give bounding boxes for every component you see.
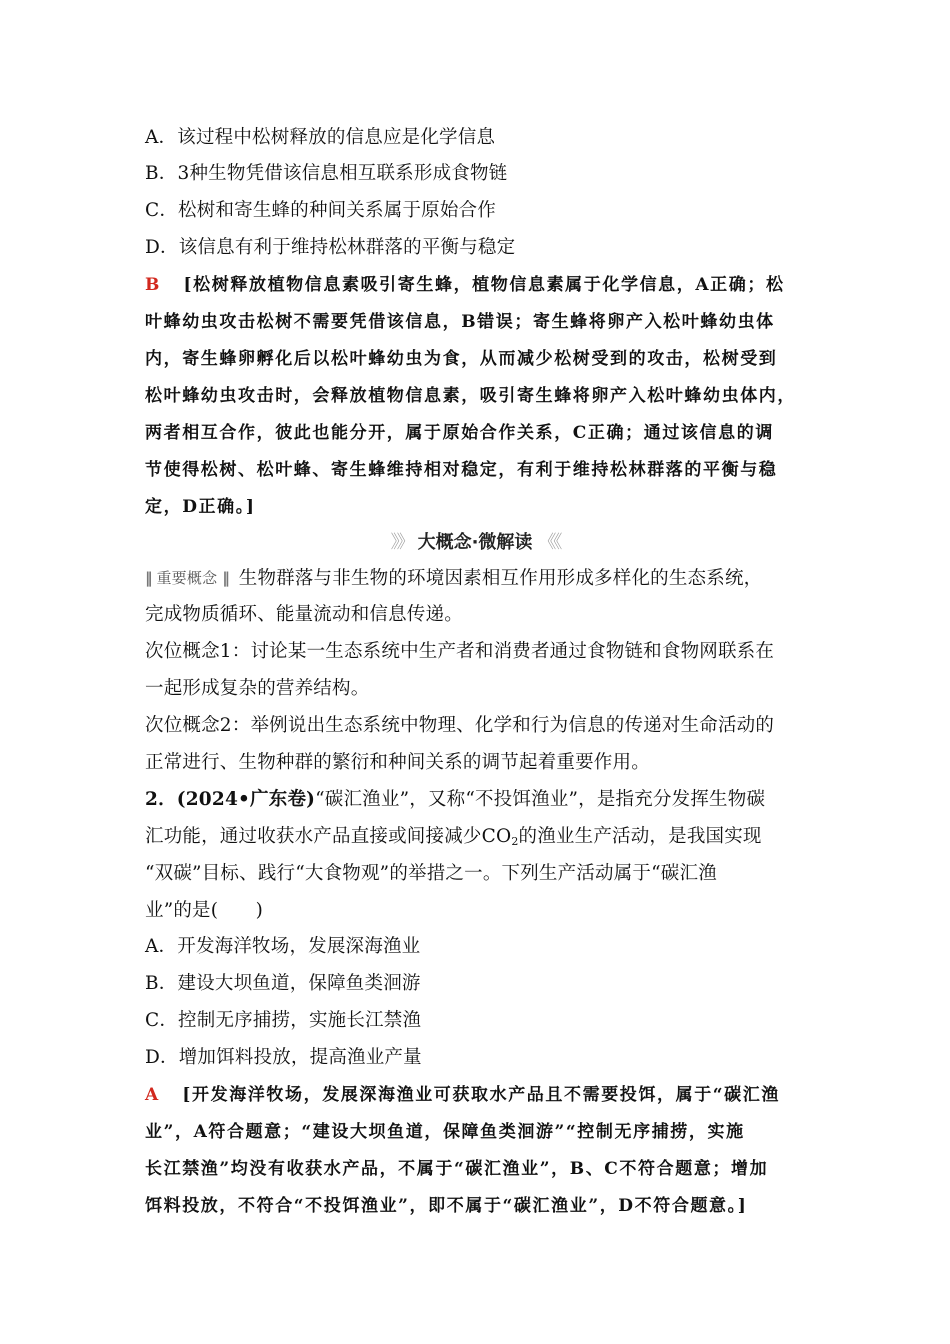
- q2-option-a: A．开发海洋牧场，发展深海渔业: [145, 936, 421, 957]
- q2-source: (2024•广东卷): [176, 789, 316, 810]
- key-concept-tag: ‖ 重要概念 ‖: [145, 569, 229, 587]
- q2-stem-line: 2．(2024•广东卷)“碳汇渔业”，又称“不投饵渔业”，是指充分发挥生物碳: [145, 789, 766, 810]
- q2-explanation-line: 长江禁渔”均没有收获水产品，不属于“碳汇渔业”，B、C不符合题意；增加: [145, 1159, 769, 1179]
- q1-option-b: B．3种生物凭借该信息相互联系形成食物链: [145, 163, 508, 184]
- sub-concept-line: 次位概念1：讨论某一生态系统中生产者和消费者通过食物链和食物网联系在: [145, 641, 775, 662]
- q2-number: 2．: [145, 789, 177, 810]
- key-concept-line: ‖ 重要概念 ‖ 生物群落与非生物的环境因素相互作用形成多样化的生态系统，: [145, 568, 763, 589]
- q1-option-c: C．松树和寄生蜂的种间关系属于原始合作: [145, 200, 496, 221]
- section-header: [0, 528, 950, 554]
- q1-explanation-line: 定，D正确。]: [145, 497, 256, 517]
- q1-answer: B: [145, 275, 161, 295]
- q2-stem-line: 业”的是( ): [145, 900, 263, 921]
- q2-stem-line: “双碳”目标、践行“大食物观”的举措之一。下列生产活动属于“碳汇渔: [145, 863, 717, 884]
- q1-explanation-line: B [松树释放植物信息素吸引寄生蜂，植物信息素属于化学信息，A正确；松: [145, 275, 785, 295]
- q1-explanation-line: 松叶蜂幼虫攻击时，会释放植物信息素，吸引寄生蜂将卵产入松叶蜂幼虫体内，: [145, 386, 796, 406]
- key-concept-line: 完成物质循环、能量流动和信息传递。: [145, 604, 463, 625]
- q2-stem-line: 汇功能，通过收获水产品直接或间接减少$CO_2$的渔业生产活动，是我国实现: [145, 826, 762, 848]
- q2-option-b: B．建设大坝鱼道，保障鱼类洄游: [145, 973, 421, 994]
- q1-option-a: A．该过程中松树释放的信息应是化学信息: [145, 127, 496, 148]
- q2-option-c: C．控制无序捕捞，实施长江禁渔: [145, 1010, 422, 1031]
- chevron-right-icon: 》》: [390, 532, 412, 553]
- q2-option-d: D．增加饵料投放，提高渔业产量: [145, 1047, 422, 1068]
- q1-explanation-line: 叶蜂幼虫攻击松树不需要凭借该信息，B错误；寄生蜂将卵产入松叶蜂幼虫体: [145, 312, 775, 332]
- q2-answer: A: [145, 1085, 160, 1105]
- q1-explanation-line: 内，寄生蜂卵孵化后以松叶蜂幼虫为食，从而减少松树受到的攻击，松树受到: [145, 349, 778, 369]
- q2-explanation-line: 业”，A符合题意；“建设大坝鱼道，保障鱼类洄游”“控制无序捕捞，实施: [145, 1122, 745, 1142]
- q1-option-d: D．该信息有利于维持松林群落的平衡与稳定: [145, 237, 516, 258]
- sub-concept-line: 一起形成复杂的营养结构。: [145, 678, 370, 699]
- q1-explanation-line: 节使得松树、松叶蜂、寄生蜂维持相对稳定，有利于维持松林群落的平衡与稳: [145, 460, 778, 480]
- q1-explanation-line: 两者相互合作，彼此也能分开，属于原始合作关系，C正确；通过该信息的调: [145, 423, 774, 443]
- q2-explanation-line: 饵料投放，不符合“不投饵渔业”，即不属于“碳汇渔业”，D不符合题意。]: [145, 1196, 748, 1216]
- sub-concept-line: 正常进行、生物种群的繁衍和种间关系的调节起着重要作用。: [145, 752, 650, 773]
- sub-concept-line: 次位概念2：举例说出生态系统中物理、化学和行为信息的传递对生命活动的: [145, 715, 775, 736]
- q2-explanation-line: A [开发海洋牧场，发展深海渔业可获取水产品且不需要投饵，属于“碳汇渔: [145, 1085, 780, 1105]
- section-title: 大概念·微解读: [417, 532, 533, 553]
- chevron-left-icon: 《《: [538, 532, 560, 553]
